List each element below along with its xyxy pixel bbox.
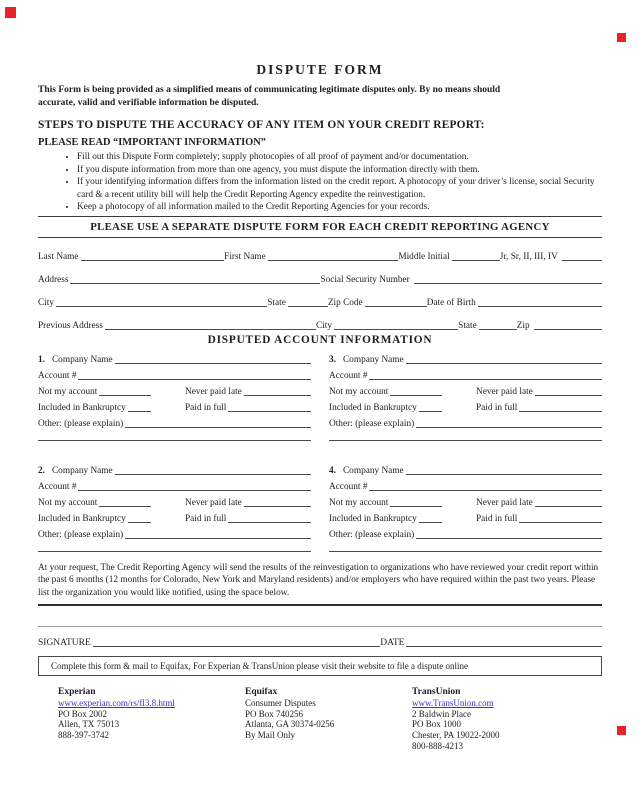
city-field bbox=[56, 305, 267, 307]
included-bankruptcy-cell bbox=[38, 514, 185, 525]
dispute-reason-row-1 bbox=[38, 493, 311, 509]
date-label: DATE bbox=[380, 637, 405, 648]
previous-state-field bbox=[479, 328, 517, 330]
account-number-row bbox=[38, 477, 311, 493]
signature-label: SIGNATURE bbox=[38, 637, 91, 648]
included-bankruptcy-field bbox=[128, 521, 151, 523]
disputed-account-heading: DISPUTED ACCOUNT INFORMATION bbox=[207, 333, 433, 346]
never-paid-late-label: Never paid late bbox=[476, 497, 533, 508]
not-my-account-label: Not my account bbox=[329, 497, 389, 508]
included-bankruptcy-label: Included in Bankruptcy bbox=[38, 402, 126, 413]
agency-name: Equifax bbox=[245, 686, 278, 697]
experian-website-link[interactable]: www.experian.com/rs/fl3.8.html bbox=[58, 697, 175, 708]
suffix-label: Jr, Sr, II, III, IV bbox=[499, 251, 560, 262]
account-number-row bbox=[38, 366, 311, 382]
paid-in-full-field bbox=[519, 410, 602, 412]
account-block-number: 1. bbox=[38, 354, 45, 365]
suffix-field bbox=[562, 259, 602, 261]
never-paid-late-label: Never paid late bbox=[185, 386, 242, 397]
middle-initial-field bbox=[452, 259, 500, 261]
paid-in-full-label: Paid in full bbox=[476, 402, 518, 413]
included-bankruptcy-cell bbox=[329, 403, 476, 414]
dispute-reason-row-2 bbox=[38, 509, 311, 525]
paid-in-full-field bbox=[228, 410, 311, 412]
company-name-field bbox=[115, 362, 311, 364]
not-my-account-field bbox=[390, 394, 442, 396]
dispute-reason-row-2 bbox=[38, 398, 311, 414]
read-important-heading: PLEASE READ “IMPORTANT INFORMATION” bbox=[38, 137, 266, 148]
signature-row bbox=[38, 635, 602, 649]
agency-address-line: Consumer Disputes bbox=[245, 697, 316, 708]
dob-field bbox=[478, 305, 602, 307]
not-my-account-field bbox=[99, 505, 151, 507]
previous-address-field bbox=[105, 328, 316, 330]
agency-name: TransUnion bbox=[412, 686, 461, 697]
paid-in-full-label: Paid in full bbox=[185, 513, 227, 524]
dispute-reason-row-2 bbox=[329, 398, 602, 414]
account-number-field bbox=[369, 378, 602, 380]
agency-name: Experian bbox=[58, 686, 96, 697]
agency-transunion bbox=[412, 687, 602, 752]
corner-registration-mark-right-lower bbox=[617, 726, 626, 735]
divider bbox=[38, 216, 602, 217]
paid-in-full-field bbox=[519, 521, 602, 523]
other-explain-label: Other: (please explain) bbox=[329, 418, 415, 429]
company-name-field bbox=[406, 473, 602, 475]
intro-line-1: This Form is being provided as a simplified means of communicating legitimate disputes only. By no means should bbox=[38, 85, 501, 95]
agency-address-line: 888-397-3742 bbox=[58, 730, 109, 741]
other-explain-field bbox=[125, 426, 311, 428]
included-bankruptcy-cell bbox=[329, 514, 476, 525]
dispute-reason-row-1 bbox=[38, 382, 311, 398]
not-my-account-label: Not my account bbox=[38, 386, 98, 397]
company-name-label: Company Name bbox=[342, 354, 404, 365]
agency-address-line: Allen, TX 75013 bbox=[58, 719, 120, 730]
agency-address-line: PO Box 2002 bbox=[58, 708, 108, 719]
account-block-number: 3. bbox=[329, 354, 336, 365]
previous-state-label: State bbox=[458, 320, 477, 331]
separate-form-heading: PLEASE USE A SEPARATE DISPUTE FORM FOR EACH CREDIT REPORTING AGENCY bbox=[90, 220, 550, 233]
corner-registration-mark-right-upper bbox=[617, 33, 626, 42]
instruction-item: • If your identifying information differs from the information listed on the credit report. A photocopy of your driver’s license, social Security card & a recent utility bill will help the Credit Reporting Agency expedite the reinvestigation. bbox=[77, 176, 602, 201]
previous-zip-label: Zip bbox=[516, 320, 532, 331]
not-my-account-cell bbox=[329, 387, 476, 398]
explanation-continuation-row bbox=[329, 442, 602, 443]
city-label: City bbox=[38, 297, 55, 308]
last-name-label: Last Name bbox=[38, 251, 79, 262]
agency-address-line: PO Box 1000 bbox=[412, 719, 462, 730]
included-bankruptcy-field bbox=[419, 410, 442, 412]
agency-address-line: Chester, PA 19022-2000 bbox=[412, 730, 500, 741]
agency-experian bbox=[58, 687, 245, 752]
other-explain-row bbox=[38, 525, 311, 541]
ssn-label: Social Security Number bbox=[320, 274, 413, 285]
state-label: State bbox=[267, 297, 286, 308]
zip-code-label: Zip Code bbox=[327, 297, 363, 308]
not-my-account-cell bbox=[38, 498, 185, 509]
company-name-label: Company Name bbox=[342, 465, 404, 476]
not-my-account-label: Not my account bbox=[38, 497, 98, 508]
agency-address-line: PO Box 740256 bbox=[245, 708, 304, 719]
previous-city-label: City bbox=[315, 320, 332, 331]
other-explain-field bbox=[416, 426, 602, 428]
account-block-3 bbox=[329, 350, 602, 443]
paid-in-full-label: Paid in full bbox=[476, 513, 518, 524]
company-name-label: Company Name bbox=[51, 354, 113, 365]
explanation-continuation-row bbox=[329, 553, 602, 554]
included-bankruptcy-cell bbox=[38, 403, 185, 414]
steps-heading: STEPS TO DISPUTE THE ACCURACY OF ANY ITEM ON YOUR CREDIT REPORT: bbox=[38, 119, 485, 131]
not-my-account-cell bbox=[329, 498, 476, 509]
not-my-account-field bbox=[99, 394, 151, 396]
included-bankruptcy-label: Included in Bankruptcy bbox=[38, 513, 126, 524]
other-explain-row bbox=[329, 525, 602, 541]
dispute-reason-row-1 bbox=[329, 493, 602, 509]
dob-label: Date of Birth bbox=[426, 297, 476, 308]
account-block-number: 4. bbox=[329, 465, 336, 476]
instruction-item: • Fill out this Dispute Form completely; supply photocopies of all proof of payment and/or documentation. bbox=[77, 151, 602, 164]
identity-row-address bbox=[38, 263, 602, 286]
address-label: Address bbox=[38, 274, 69, 285]
instruction-item: • Keep a photocopy of all information mailed to the Credit Reporting Agencies for your records. bbox=[77, 201, 602, 214]
account-number-label: Account # bbox=[38, 370, 77, 381]
identity-section bbox=[38, 240, 602, 332]
other-explain-label: Other: (please explain) bbox=[38, 529, 124, 540]
company-name-label: Company Name bbox=[51, 465, 113, 476]
never-paid-late-label: Never paid late bbox=[476, 386, 533, 397]
account-number-row bbox=[329, 366, 602, 382]
never-paid-late-field bbox=[244, 505, 311, 507]
never-paid-late-field bbox=[535, 505, 602, 507]
account-blocks bbox=[38, 350, 602, 554]
explanation-continuation-line bbox=[38, 550, 311, 552]
previous-zip-field bbox=[534, 328, 602, 330]
company-name-row bbox=[329, 461, 602, 477]
explanation-continuation-row bbox=[38, 553, 311, 554]
paid-in-full-label: Paid in full bbox=[185, 402, 227, 413]
never-paid-late-label: Never paid late bbox=[185, 497, 242, 508]
agency-address-line: 800-888-4213 bbox=[412, 741, 463, 752]
account-number-field bbox=[78, 378, 311, 380]
other-explain-row bbox=[38, 414, 311, 430]
ssn-field bbox=[414, 282, 602, 284]
signature-field bbox=[93, 645, 380, 647]
account-number-label: Account # bbox=[329, 481, 368, 492]
first-name-field bbox=[268, 259, 399, 261]
intro-line-2: accurate, valid and verifiable information be disputed. bbox=[38, 98, 259, 108]
paid-in-full-field bbox=[228, 521, 311, 523]
mail-instruction-box bbox=[38, 656, 602, 676]
intro-paragraph bbox=[38, 84, 602, 110]
divider bbox=[38, 237, 602, 238]
first-name-label: First Name bbox=[224, 251, 266, 262]
agency-address-line: 2 Baldwin Place bbox=[412, 708, 471, 719]
other-explain-field bbox=[125, 537, 311, 539]
organization-write-line-2 bbox=[38, 626, 602, 627]
included-bankruptcy-label: Included in Bankruptcy bbox=[329, 513, 417, 524]
not-my-account-label: Not my account bbox=[329, 386, 389, 397]
dispute-reason-row-2 bbox=[329, 509, 602, 525]
middle-initial-label: Middle Initial bbox=[398, 251, 450, 262]
explanation-continuation-row bbox=[38, 442, 311, 443]
account-block-number: 2. bbox=[38, 465, 45, 476]
dispute-reason-row-1 bbox=[329, 382, 602, 398]
account-block-1 bbox=[38, 350, 311, 443]
address-field bbox=[70, 282, 320, 284]
company-name-field bbox=[406, 362, 602, 364]
never-paid-late-field bbox=[244, 394, 311, 396]
mail-instruction-text: Complete this form & mail to Equifax, For Experian & TransUnion please visit their website to file a dispute online bbox=[51, 660, 468, 671]
not-my-account-field bbox=[390, 505, 442, 507]
page-title: DISPUTE FORM bbox=[256, 62, 384, 77]
agency-address-columns bbox=[38, 687, 602, 752]
included-bankruptcy-field bbox=[128, 410, 151, 412]
organization-write-line bbox=[38, 604, 602, 606]
instruction-item: • If you dispute information from more than one agency, you must dispute the information directly with them. bbox=[77, 164, 602, 177]
included-bankruptcy-label: Included in Bankruptcy bbox=[329, 402, 417, 413]
account-number-field bbox=[369, 489, 602, 491]
account-block-2 bbox=[38, 461, 311, 554]
explanation-continuation-line bbox=[329, 550, 602, 552]
notify-paragraph: At your request, The Credit Reporting Agency will send the results of the reinvestigation to organizations who have reviewed your credit report within the past 6 months (12 months for Colorado, New York and Maryland residents) and/or employers who have required within the past two years. Please list the organization you would like notified, using the space below. bbox=[38, 562, 599, 598]
previous-city-field bbox=[334, 328, 458, 330]
transunion-website-link[interactable]: www.TransUnion.com bbox=[412, 697, 494, 708]
explanation-continuation-line bbox=[329, 439, 602, 441]
previous-address-label: Previous Address bbox=[38, 320, 103, 331]
account-block-4 bbox=[329, 461, 602, 554]
included-bankruptcy-field bbox=[419, 521, 442, 523]
never-paid-late-field bbox=[535, 394, 602, 396]
instruction-list bbox=[38, 151, 602, 214]
company-name-row bbox=[329, 350, 602, 366]
corner-registration-mark-top-left bbox=[5, 7, 16, 18]
agency-address-line: By Mail Only bbox=[245, 730, 296, 741]
company-name-row bbox=[38, 461, 311, 477]
company-name-field bbox=[115, 473, 311, 475]
agency-address-line: Atlanta, GA 30374-0256 bbox=[245, 719, 335, 730]
other-explain-label: Other: (please explain) bbox=[329, 529, 415, 540]
other-explain-label: Other: (please explain) bbox=[38, 418, 124, 429]
other-explain-field bbox=[416, 537, 602, 539]
account-number-field bbox=[78, 489, 311, 491]
date-field bbox=[406, 645, 602, 647]
account-number-label: Account # bbox=[329, 370, 368, 381]
explanation-continuation-line bbox=[38, 439, 311, 441]
agency-equifax bbox=[245, 687, 412, 752]
identity-row-city bbox=[38, 286, 602, 309]
state-field bbox=[288, 305, 328, 307]
zip-code-field bbox=[365, 305, 427, 307]
not-my-account-cell bbox=[38, 387, 185, 398]
account-number-row bbox=[329, 477, 602, 493]
account-number-label: Account # bbox=[38, 481, 77, 492]
last-name-field bbox=[81, 259, 225, 261]
identity-row-previous bbox=[38, 309, 602, 332]
identity-row-name bbox=[38, 240, 602, 263]
other-explain-row bbox=[329, 414, 602, 430]
company-name-row bbox=[38, 350, 311, 366]
